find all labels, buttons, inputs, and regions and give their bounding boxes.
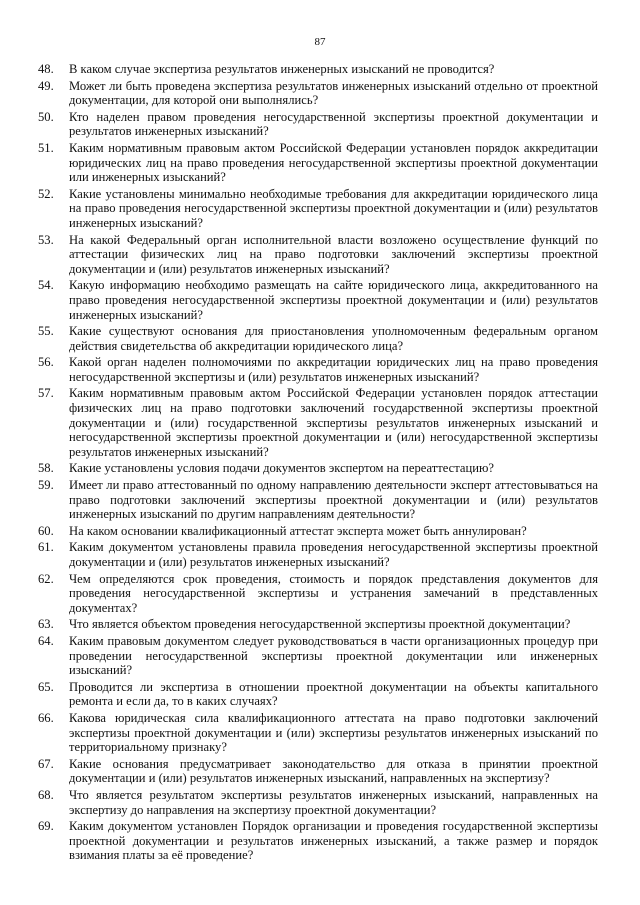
- question-text: Какие существуют основания для приостановления уполномоченным федеральным органом действия свидетельства об аккредитации юридического лица?: [69, 324, 598, 353]
- question-item: [38, 461, 598, 476]
- question-item: [38, 187, 598, 231]
- question-number: 64.: [38, 633, 54, 648]
- question-text: На каком основании квалификационный аттестат эксперта может быть аннулирован?: [69, 523, 527, 538]
- question-item: [38, 540, 598, 569]
- question-number: 53.: [38, 232, 54, 247]
- page-number: 87: [314, 36, 326, 48]
- question-number: 52.: [38, 186, 54, 201]
- question-number: 62.: [38, 571, 54, 586]
- question-item: [38, 617, 598, 632]
- question-item: [38, 788, 598, 817]
- question-text: Какую информацию необходимо размещать на сайте юридического лица, аккредитованного на право проведения негосударственной экспертизы проектной документации и (или) результатов инженерных изысканий?: [69, 278, 598, 322]
- question-item: [38, 141, 598, 185]
- question-text: Каким нормативным правовым актом Российской Федерации установлен порядок аккредитации юридических лиц на право проведения негосударственной экспертизы проектной документации или инженерных изысканий?: [69, 140, 598, 185]
- question-text: Какова юридическая сила квалификационного аттестата на право подготовки заключений экспертизы проектной документации и (или) экспертизы результатов инженерных изысканий по территориальному признаку?: [69, 710, 598, 755]
- question-number: 61.: [38, 540, 54, 555]
- question-text: Каким документом установлен Порядок организации и проведения государственной экспертизы проектной документации и результатов инженерных изысканий, а также размер и порядок взимания платы за её проведение?: [69, 819, 598, 863]
- question-item: [38, 819, 598, 863]
- question-number: 49.: [38, 78, 54, 93]
- question-number: 63.: [38, 617, 54, 632]
- question-item: [38, 524, 598, 539]
- question-text: Что является результатом экспертизы результатов инженерных изысканий, направленных на экспертизу до направления на экспертизу проектной документации?: [69, 787, 598, 817]
- question-text: Проводится ли экспертиза в отношении проектной документации на объекты капитального ремонта и если да, то в каких случаях?: [69, 679, 598, 709]
- question-text: Каким нормативным правовым актом Российской Федерации установлен порядок аттестации физических лиц на право подготовки заключений государственной экспертизы проектной документации и (или) государственной экспертизы результатов инженерных изысканий и негосударственной экспертизы проектной документации и (или) негосударственной экспертизы результатов инженерных изысканий?: [69, 386, 598, 459]
- question-item: [38, 62, 598, 77]
- question-number: 54.: [38, 278, 54, 293]
- question-number: 66.: [38, 710, 54, 725]
- question-item: [38, 757, 598, 786]
- question-item: [38, 110, 598, 139]
- question-number: 50.: [38, 109, 54, 124]
- question-text: Чем определяются срок проведения, стоимость и порядок представления документов для проведения негосударственной экспертизы и устранения замечаний в представленных документах?: [69, 571, 598, 615]
- question-text: Каким документом установлены правила проведения негосударственной экспертизы проектной документации и (или) результатов инженерных изысканий?: [69, 540, 598, 569]
- question-list: [38, 62, 598, 865]
- question-number: 58.: [38, 461, 54, 476]
- question-text: Может ли быть проведена экспертиза результатов инженерных изысканий отдельно от проектной документации, для которой они выполнялись?: [69, 78, 598, 108]
- question-item: [38, 79, 598, 108]
- question-number: 68.: [38, 787, 54, 802]
- question-number: 60.: [38, 523, 54, 538]
- question-item: [38, 478, 598, 522]
- question-text: В каком случае экспертиза результатов инженерных изысканий не проводится?: [69, 62, 495, 76]
- question-text: Какие установлены условия подачи документов экспертом на переаттестацию?: [69, 461, 494, 476]
- question-number: 65.: [38, 679, 54, 694]
- question-number: 48.: [38, 62, 54, 76]
- question-text: Кто наделен правом проведения негосударственной экспертизы проектной документации и результатов инженерных изысканий?: [69, 109, 598, 139]
- question-text: Какой орган наделен полномочиями по аккредитации юридических лиц на право проведения негосударственной экспертизы и (или) результатов инженерных изысканий?: [69, 355, 598, 384]
- question-number: 69.: [38, 819, 54, 834]
- question-item: [38, 680, 598, 709]
- question-number: 67.: [38, 756, 54, 771]
- question-text: На какой Федеральный орган исполнительной власти возложено осуществление функций по аттестации физических лиц на право подготовки заключений экспертизы проектной документации и (или) результатов инженерных изысканий?: [69, 232, 598, 276]
- question-item: [38, 278, 598, 322]
- question-number: 56.: [38, 355, 54, 370]
- question-item: [38, 233, 598, 277]
- question-text: Какие основания предусматривает законодательство для отказа в принятии проектной документации и (или) результатов инженерных изысканий, направленных на экспертизу?: [69, 756, 598, 786]
- question-text: Какие установлены минимально необходимые требования для аккредитации юридического лица на право проведения негосударственной экспертизы проектной документации и (или) результатов инженерных изысканий?: [69, 186, 598, 230]
- question-text: Что является объектом проведения негосударственной экспертизы проектной документации?: [69, 617, 571, 632]
- question-number: 51.: [38, 140, 54, 155]
- question-number: 59.: [38, 478, 54, 493]
- question-item: [38, 634, 598, 678]
- question-item: [38, 711, 598, 755]
- question-text: Каким правовым документом следует руководствоваться в части организационных процедур при проведении негосударственной экспертизы проектной документации или инженерных изысканий?: [69, 633, 598, 678]
- question-number: 55.: [38, 324, 54, 339]
- question-item: [38, 572, 598, 616]
- question-text: Имеет ли право аттестованный по одному направлению деятельности эксперт аттестовываться на право подготовки заключений экспертизы проектной документации и (или) результатов инженерных изысканий по другим направлениям деятельности?: [69, 478, 598, 522]
- question-item: [38, 324, 598, 353]
- question-item: [38, 386, 598, 459]
- question-number: 57.: [38, 386, 54, 401]
- question-item: [38, 355, 598, 384]
